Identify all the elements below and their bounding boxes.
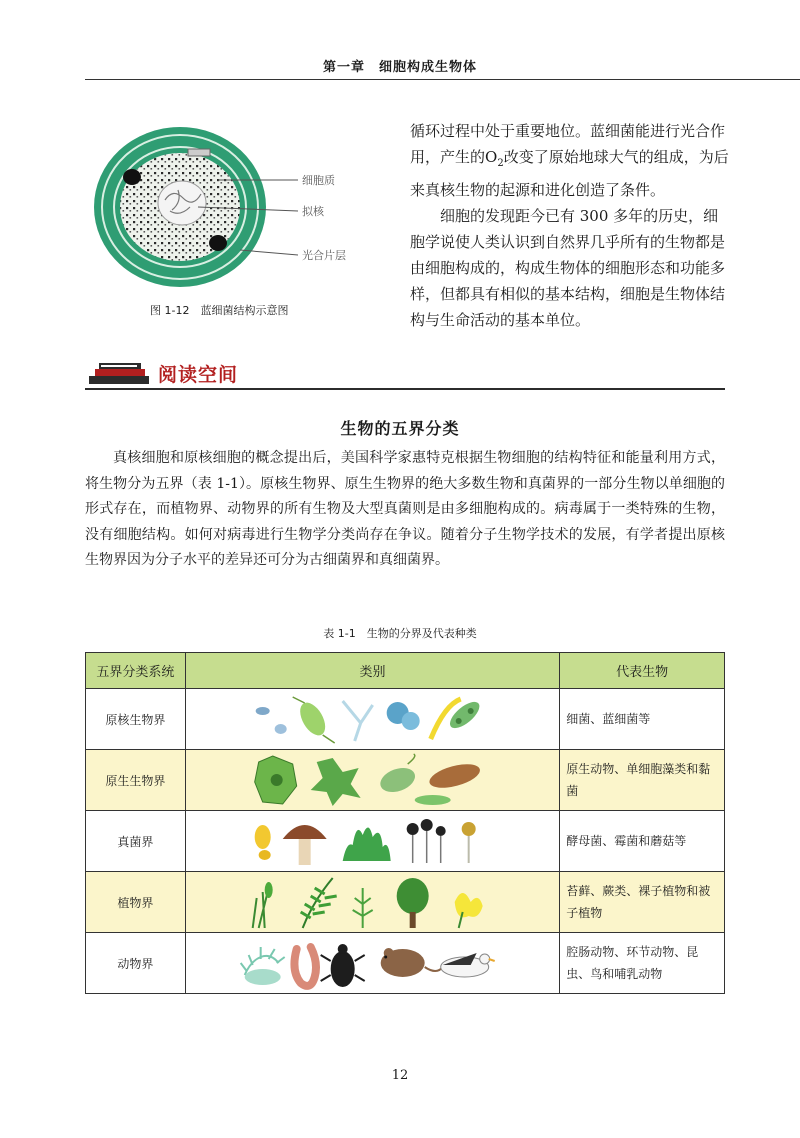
table-row [86, 933, 725, 994]
table-caption: 表 1-1 生物的分界及代表种类 [323, 627, 477, 640]
column-header: 代表生物 [560, 653, 725, 689]
header-divider [85, 79, 800, 80]
cyanobacteria-diagram [90, 115, 380, 295]
banner-divider [85, 388, 725, 390]
kingdom-name: 原核生物界 [86, 689, 186, 750]
label-nucleoid: 拟核 [302, 205, 324, 218]
chapter-header: 第一章 细胞构成生物体 [322, 60, 477, 75]
reading-body: 真核细胞和原核细胞的概念提出后，美国科学家惠特克根据生物细胞的结构特征和能量利用方式，将生物分为五界（表 1-1）。原核生物界、原生生物界的绝大多数生物和真菌界的一部分生物以单细胞的形式存在，而植物界、动物界的所有生物及大型真菌则是由多细胞构成的。病毒属于一类特殊的生物，没有细胞结构。如何对病毒进行生物学分类尚存在争议。随着分子生物学技术的发展，有学者提出原核生物界因为分子水平的差异还可分为古细菌界和真细菌界。 [85, 450, 725, 568]
page-number: 12 [391, 1068, 409, 1083]
paragraph-2: 细胞的发现距今已有 300 多年的历史，细胞学说使人类认识到自然界几乎所有的生物都是由细胞构成的，构成生物体的细胞形态和功能多样，但都具有相似的基本结构，细胞是生物体结构与生命活动的基本单位。 [410, 207, 726, 329]
representative-organisms: 酵母菌、霉菌和蘑菇等 [560, 811, 725, 872]
column-header: 五界分类系统 [86, 653, 186, 689]
bacteria-icons [185, 689, 559, 750]
representative-organisms: 细菌、蓝细菌等 [560, 689, 725, 750]
protist-icons [185, 750, 559, 811]
kingdom-name: 原生生物界 [86, 750, 186, 811]
fungi-icons [185, 811, 559, 872]
table-header-row [86, 653, 725, 689]
representative-organisms: 腔肠动物、环节动物、昆虫、鸟和哺乳动物 [560, 933, 725, 994]
section-title: 生物的五界分类 [340, 419, 460, 438]
reading-space-banner [85, 358, 725, 390]
representative-organisms: 苔藓、蕨类、裸子植物和被子植物 [560, 872, 725, 933]
column-header: 类别 [185, 653, 559, 689]
cyanobacteria-figure [90, 115, 380, 295]
animal-icons [185, 933, 559, 994]
label-photosynthetic-lamellae: 光合片层 [302, 249, 346, 262]
table-row [86, 811, 725, 872]
table-row [86, 872, 725, 933]
nucleoid-shape [158, 181, 206, 225]
table-row [86, 689, 725, 750]
reading-space-title: 阅读空间 [158, 364, 239, 386]
kingdom-name: 真菌界 [86, 811, 186, 872]
kingdoms-table [85, 652, 725, 994]
kingdom-name: 动物界 [86, 933, 186, 994]
right-column-text [410, 118, 730, 333]
plant-icons [185, 872, 559, 933]
label-cytoplasm: 细胞质 [302, 174, 335, 187]
table-row [86, 750, 725, 811]
figure-caption: 图 1-12 蓝细菌结构示意图 [150, 304, 289, 317]
books-icon [85, 360, 155, 390]
representative-organisms: 原生动物、单细胞藻类和黏菌 [560, 750, 725, 811]
kingdom-name: 植物界 [86, 872, 186, 933]
paragraph-1: 循环过程中处于重要地位。蓝细菌能进行光合作用，产生的$O_2$改变了原始地球大气的组成，为后来真核生物的起源和进化创造了条件。 [410, 122, 729, 199]
